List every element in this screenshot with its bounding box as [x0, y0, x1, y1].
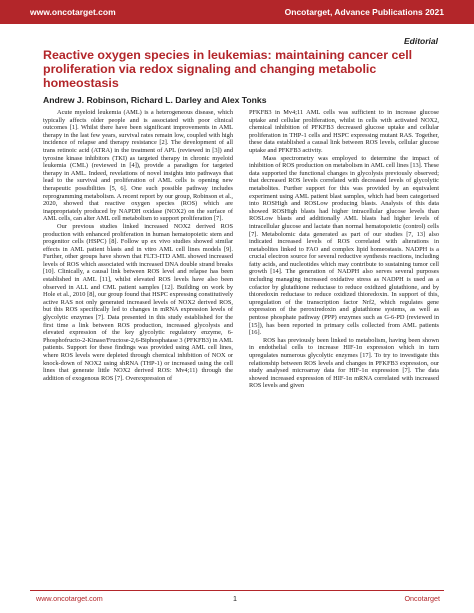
paragraph: Acute myeloid leukemia (AML) is a heterogeneous disease, which typically affects older people and is associated with poor clinical outcomes [1]. Whilst there have been significant improvements in AML therapy in the last few years, survival rates remain low, coupled with high incidence of relapse and therapy resistance [2]. The development of all trans retinoic acid (ATRA) in the treatment of APL (reviewed in [3]) and tyrosine kinase inhibitors (TKI) as targeted therapy in chronic myeloid leukemia (CML) (reviewed in [4]), provide a paradigm for targeted therapy in AML. Indeed, revelations of novel insights into pathways that lead to the survival and proliferation of AML cells is opening new therapeutic possibilities [5, 6]. One such possible pathway includes reprogramming metabolism. A recent report by our group, Robinson et al., 2020, showed that reactive oxygen species (ROS) which are inappropriately produced by NAPDH oxidase (NOX2) on the surface of AML cells, can alter AML cell metabolism to support proliferation [7]. [43, 109, 233, 223]
journal-banner [0, 0, 474, 24]
section-label: Editorial [403, 36, 438, 46]
footer-url[interactable]: www.oncotarget.com [36, 594, 103, 603]
article-title: Reactive oxygen species in leukemias: maintaining cancer cell proliferation via redox signaling and changing metabolic homeostasis [43, 48, 413, 90]
paragraph: Our previous studies linked increased NOX2 derived ROS production with enhanced proliferation in human hematopoietic stem and progenitor cells (HSPC) [8]. Follow up ex vivo studies showed similar effects in AML patient blasts and in vitro AML cell lines models [9]. Further, other groups have shown that FLT3-ITD AML showed increased levels of ROS which associated with increased DNA double strand breaks [10]. Clinically, a causal link between ROS level and relapse has been established in AML [11], whilst elevated ROS levels have also been observed in ALL and CML patient samples [12]. Building on work by Hole et al., 2010 [8], our group found that HSPC expressing constitutively active RAS not only generated increased levels of NOX2 derived ROS, but this ROS specifically led to changes in mRNA expression levels of glycolytic enzymes [7]. Data presented in this study established for the first time a link between ROS production, increased glycolysis and elevated expression of the key glycolytic regulatory enzyme, 6-Phosphofructo-2-Kinase/Fructose-2,6-Biphosphatase 3 (PFKFB3) in AML patients. Support for these findings was provided using AML cell lines, where ROS levels were depleted through chemical inhibition of NOX or knock-down of NOX2 using shRNA (THP-1) or increased using the cell lines that generate little NOX2 derived ROS: Mv4;11) through the addition of exogenous ROS [7]. Overexpression of [43, 222, 233, 382]
paragraph: Mass spectrometry was employed to determine the impact of inhibition of ROS production on metabolism in AML cell lines [13]. These data supported the functional changes in glycolysis previously observed; that decreased ROS levels correlated with decreased levels of glycolytic metabolites. Further support for this was provided by an equivalent experiment using AML patient blast samples, which had been categorised into ROSHigh and ROSLow producing blasts. Analysis of this data showed ROSHigh blasts had higher intracellular glucose levels than ROSLow blasts and additionally AML blasts had higher levels of intracellular glucose and lactate than normal hematopoietic (control) cells [7]. Metabolomic data generated as part of our studies [7, 13] also indicated increased levels of ROS correlated with alterations in metabolites linked to FAO and complex lipid homeostasis. NADPH is a crucial electron source for several reductive synthesis reactions, including fatty acids, and nucleotides which may contribute to sustaining tumor cell growth [14]. The generation of NADPH also serves several purposes including managing increased oxidative stress as NADPH is used as a cofactor by glutathione reductase to reduce oxidized glutathione, and by thioredoxin reductase to reduce oxidized thioredoxin. In support of this, upregulation of the transcription factor Nrf2, which regulates gene expression of the peroxiredoxin and glutathione systems, as well as pentose phosphate pathway (PPP) enzymes such as G-6-PD (reviewed in [15]), has been reported in primary cells collected from AML patients [16]. [249, 154, 439, 337]
header-publication: Oncotarget, Advance Publications 2021 [284, 7, 444, 17]
footer-divider [30, 590, 444, 591]
page-number: 1 [233, 594, 237, 603]
left-column [43, 109, 233, 382]
paragraph: PFKFB3 in Mv4;11 AML cells was sufficient to in increase glucose uptake and cellular proliferation, whilst in cells with activated NOX2, chemical inhibition of PFKFB3 decreased glucose uptake and cellular proliferation in THP-1 cells and HSPC expressing mutant RAS. Together, these data established a causal link between ROS levels, cellular glucose uptake and PFKFB3 activity. [249, 109, 439, 154]
paragraph: ROS has previously been linked to metabolism, having been shown in endothelial cells to increase HIF-1α expression which in turn upregulates numerous glycolytic enzymes [17]. To try to investigate this relationship between ROS levels and changes in PFKFB3 expression, our study analysed microarray data for HIF-1α expression [7]. The data showed increased expression of HIF-1α mRNA correlated with increased ROS levels and given [249, 336, 439, 390]
header-url[interactable]: www.oncotarget.com [30, 7, 116, 17]
author-list: Andrew J. Robinson, Richard L. Darley and Alex Tonks [43, 95, 267, 105]
footer-journal: Oncotarget [404, 594, 440, 603]
right-column [249, 109, 439, 390]
